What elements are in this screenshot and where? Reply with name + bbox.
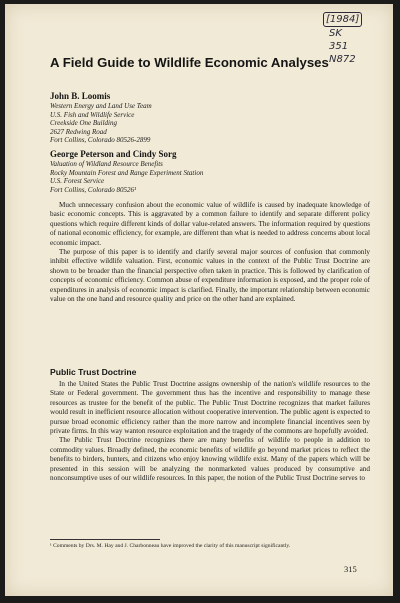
affiliation-line: Rocky Mountain Forest and Range Experiment Station [50, 168, 204, 177]
handwritten-year: [1984] [323, 12, 362, 27]
page-number: 315 [344, 564, 357, 574]
author-group [50, 91, 350, 145]
paper-title: A Field Guide to Wildlife Economic Analyses [50, 55, 329, 70]
author-name: George Peterson and Cindy Sorg [50, 148, 177, 159]
handwritten-line: SK [329, 28, 342, 39]
section-heading: Public Trust Doctrine [50, 367, 137, 377]
affiliation-line: Fort Collins, Colorado 80526¹ [50, 185, 137, 194]
affiliation-line: 2627 Redwing Road [50, 127, 107, 136]
affiliation-line: U.S. Fish and Wildlife Service [50, 110, 135, 119]
affiliation-line: Western Energy and Land Use Team [50, 102, 152, 110]
paragraph: The purpose of this paper is to identify and clarify several major sources of confusion that commonly inhibit effective wildlife valuation. First, economic values in the context of the Public Trust Doctrine are shown to be broader than the financial perspective often taken in practice. This is followed by clarification of concepts of economic efficiency. Common abuse of expenditure information is exposed, and the proper role of expenditures in analysis of economic impact is clarified. Finally, the important relationship between economic value on the one hand and resource quality and price on the other hand are explained. [50, 248, 370, 304]
footnote: ¹ Comments by Drs. M. Hay and J. Charbonneau have improved the clarity of this manuscript significantly. [50, 543, 291, 549]
handwritten-line: N872 [329, 54, 356, 65]
author-group [50, 149, 350, 194]
author-name: John B. Loomis [50, 91, 111, 101]
intro-text [50, 201, 370, 304]
affiliation-line: Fort Collins, Colorado 80526-2899 [50, 136, 151, 145]
paragraph: The Public Trust Doctrine recognizes there are many benefits of wildlife to people in addition to commodity values. Broadly defined, the economic benefits of wildlife go beyond market prices to reflect the benefits to birders, hunters, and citizens who enjoy knowing wildlife exist. Many of the papers which will be presented in this session will be analyzing the nonmarketed values produced by consumptive and nonconsumptive uses of our wildlife resources. In this paper, the notion of the Public Trust Doctrine serves to [50, 436, 370, 483]
affiliation-line: Valuation of Wildland Resource Benefits [50, 159, 163, 168]
section-text [50, 380, 370, 483]
paragraph: Much unnecessary confusion about the economic value of wildlife is caused by inadequate knowledge of basic economic concepts. This is aggravated by a common failure to identify and separate different policy questions which require different kinds of dollar value-related answers. The information required by questions of national economic efficiency, for example, are different than what is needed to address concerns about local economic impact. [50, 201, 370, 247]
paragraph: In the United States the Public Trust Doctrine assigns ownership of the nation's wildlife resources to the State or Federal government. The government thus has the incentive and responsibility to manage these resources as trustee for the benefit of the public. The Public Trust Doctrine recognizes that market failures would result in inefficient resource allocation without cooperative intervention. The public agent is expected to pursue broad economic efficiency rather than the more narrow and incomplete financial incentives seen by private firms. In this way wanton resource exploitation and the tragedy of the commons are hopefully avoided. [50, 380, 370, 436]
handwritten-line: 351 [329, 41, 349, 52]
page-sheet [5, 4, 393, 596]
affiliation-line: Creekside One Building [50, 119, 118, 128]
author-block [50, 91, 350, 198]
affiliation-line: U.S. Forest Service [50, 177, 105, 186]
footnote-divider [50, 539, 160, 540]
